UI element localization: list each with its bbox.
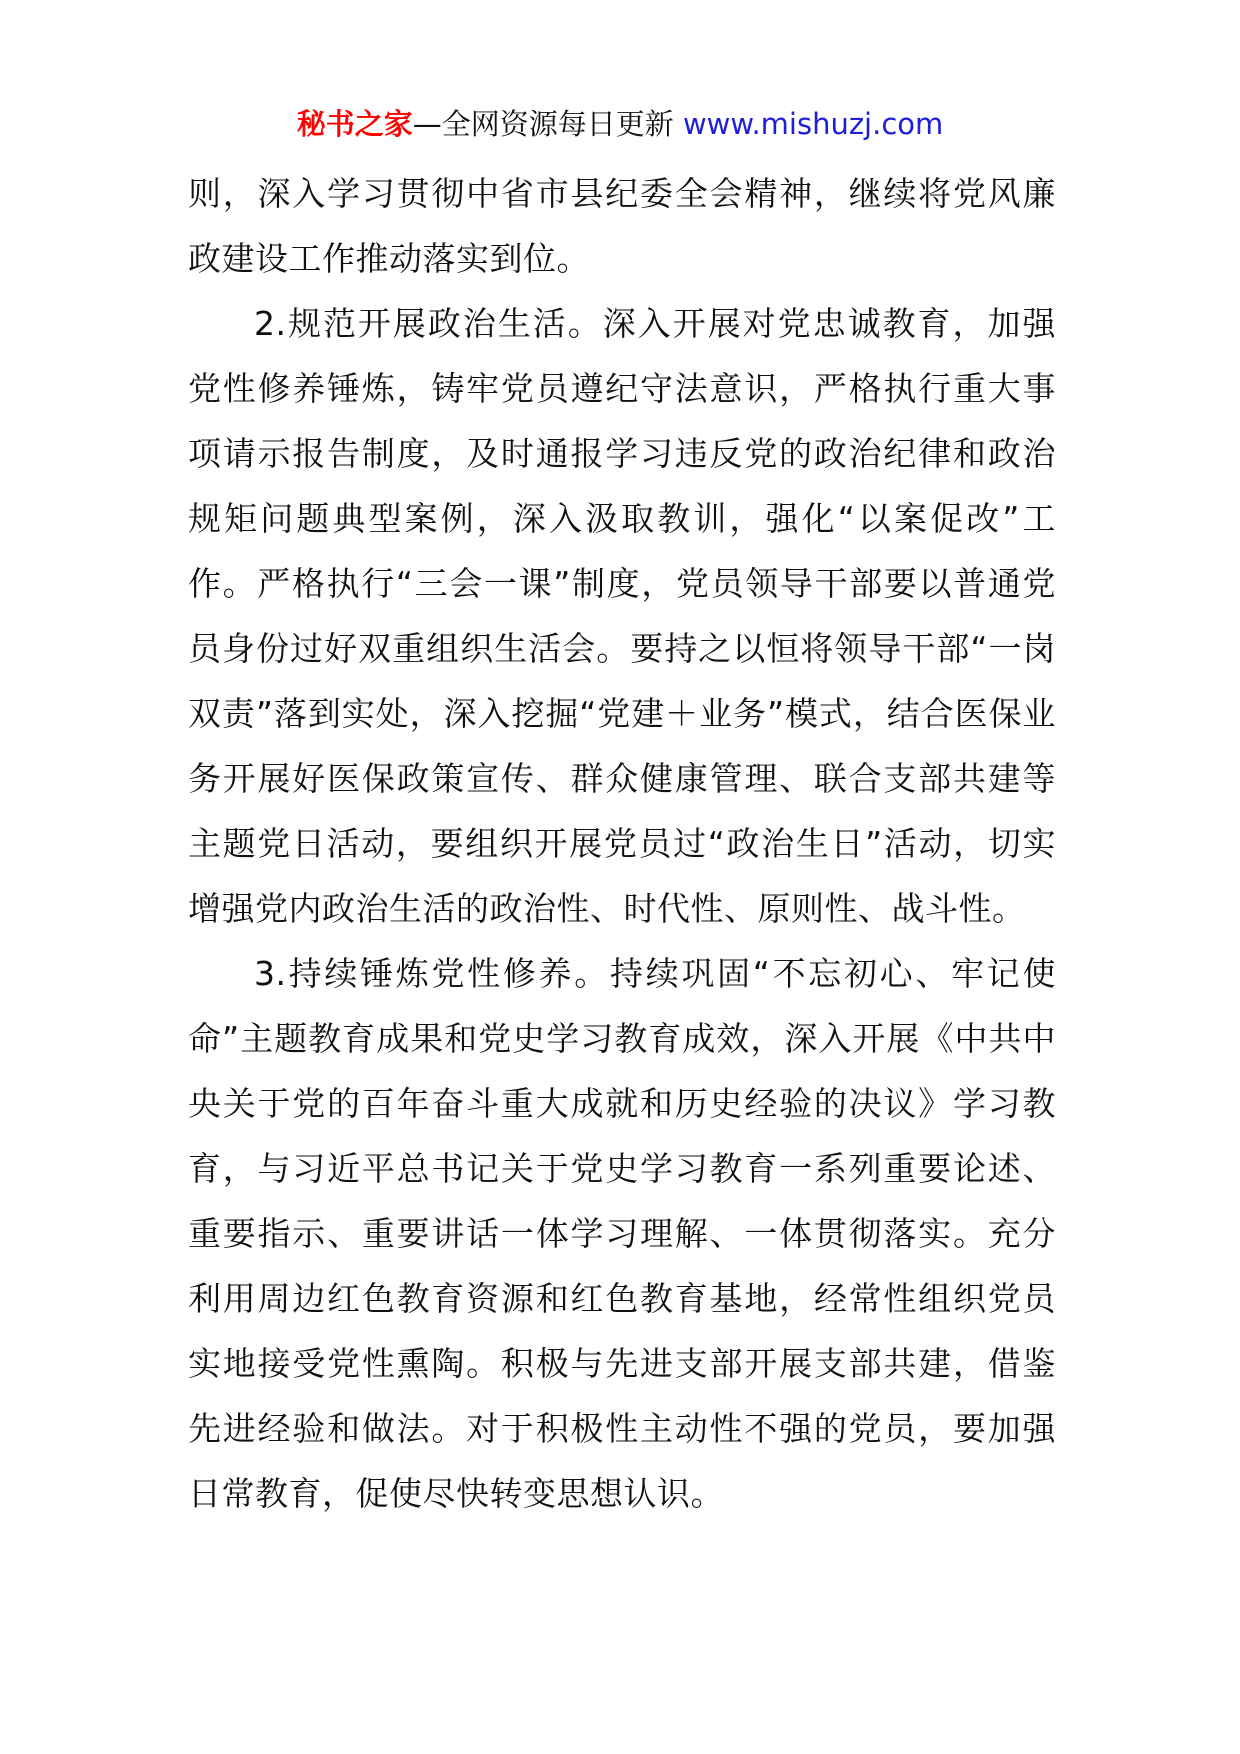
paragraph-party-spirit: 3.持续锤炼党性修养。持续巩固“不忘初心、牢记使命”主题教育成果和党史学习教育成效，深入开展《中共中央关于党的百年奋斗重大成就和历史经验的决议》学习教育，与习近平总书记关于党史学习教育一系列重要论述、重要指示、重要讲话一体学习理解、一体贯彻落实。充分利用周边红色教育资源和红色教育基地，经常性组织党员实地接受党性熏陶。积极与先进支部开展支部共建，借鉴先进经验和做法。对于积极性主动性不强的党员，要加强日常教育，促使尽快转变思想认识。	[188, 954, 1056, 1513]
header-site-link[interactable]: www.mishuzj.com	[682, 107, 944, 141]
paragraph-political-life: 2.规范开展政治生活。深入开展对党忠诚教育，加强党性修养锤炼，铸牢党员遵纪守法意识，严格执行重大事项请示报告制度，及时通报学习违反党的政治纪律和政治规矩问题典型案例，深入汲取教训，强化“以案促改”工作。严格执行“三会一课”制度，党员领导干部要以普通党员身份过好双重组织生活会。要持之以恒将领导干部“一岗双责”落到实处，深入挖掘“党建＋业务”模式，结合医保业务开展好医保政策宣传、群众健康管理、联合支部共建等主题党日活动，要组织开展党员过“政治生日”活动，切实增强党内政治生活的政治性、时代性、原则性、战斗性。	[188, 304, 1056, 928]
header-slogan: —全网资源每日更新	[412, 107, 674, 141]
paragraph-continuation: 则，深入学习贯彻中省市县纪委全会精神，继续将党风廉政建设工作推动落实到位。	[188, 174, 1056, 278]
document-body	[188, 161, 1056, 1526]
header-brand: 秘书之家	[296, 107, 413, 141]
page-header	[0, 100, 1240, 148]
